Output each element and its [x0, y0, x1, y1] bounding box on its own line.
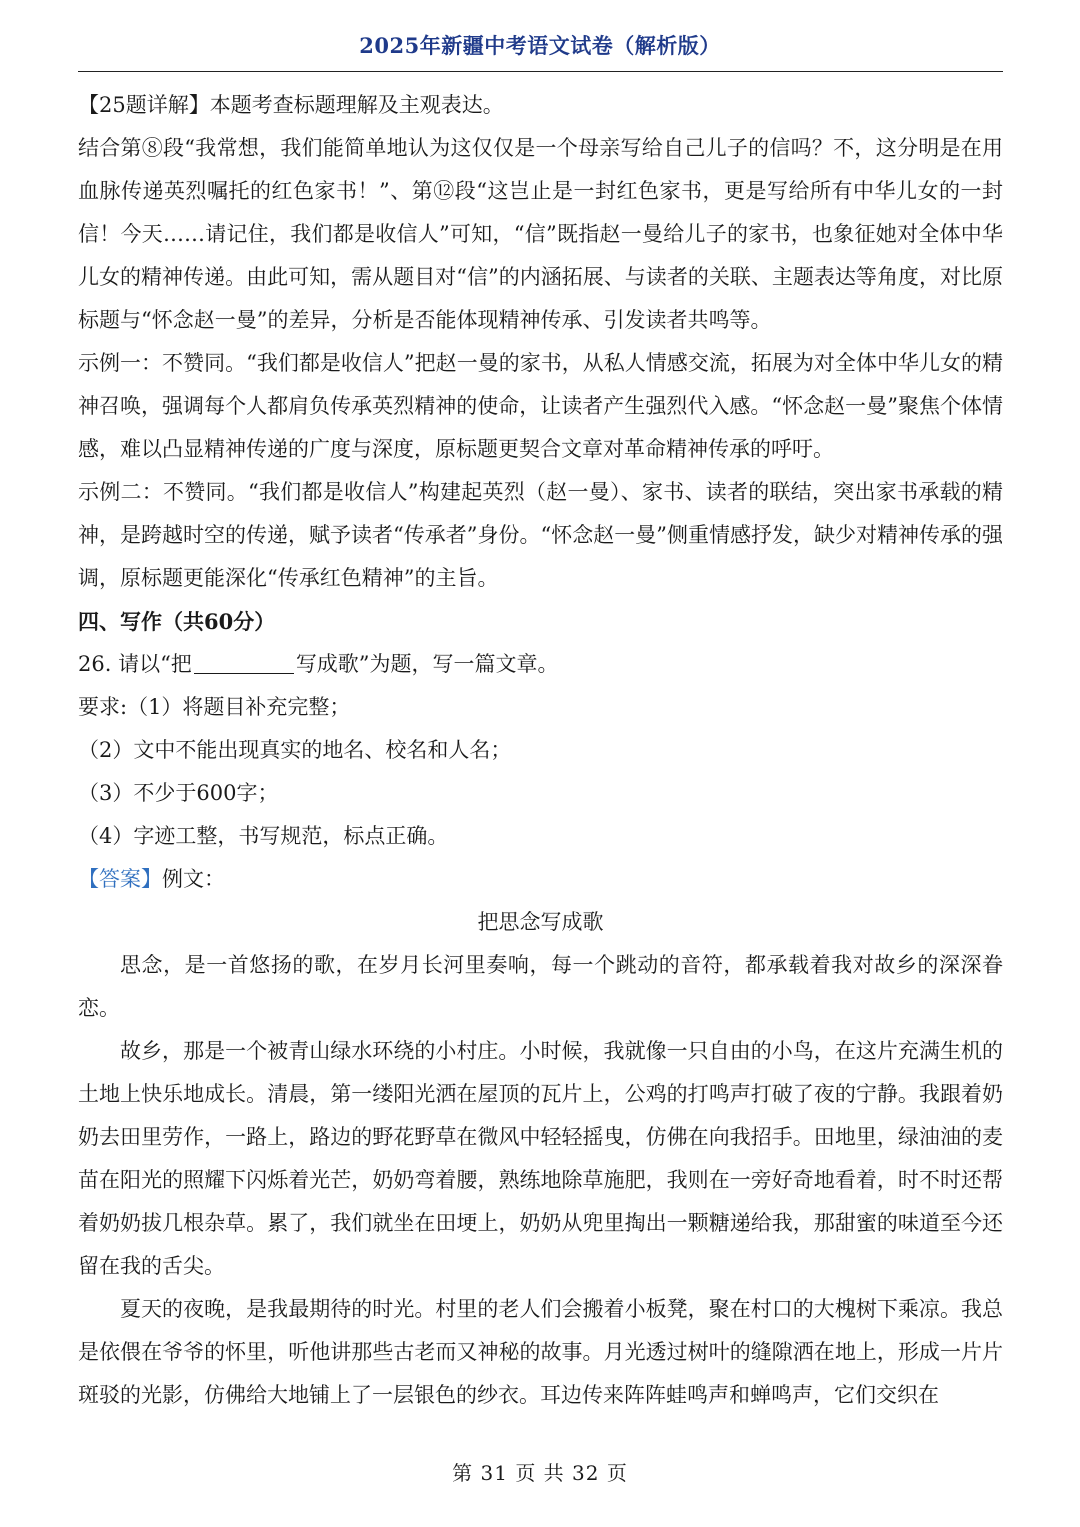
header-divider — [78, 71, 1003, 72]
essay-paragraph-3: 夏天的夜晚，是我最期待的时光。村里的老人们会搬着小板凳，聚在村口的大槐树下乘凉。我总是依偎在爷爷的怀里，听他讲那些古老而又神秘的故事。月光透过树叶的缝隙洒在地上，形成一片片斑驳的光影，仿佛给大地铺上了一层银色的纱衣。耳边传来阵阵蛙鸣声和蝉鸣声，它们交织在 — [78, 1297, 1003, 1407]
answer-label: 例文： — [162, 867, 225, 891]
q26-requirement-4: （4）字迹工整，书写规范，标点正确。 — [78, 824, 449, 848]
q26-requirement-3: （3）不少于600字； — [78, 781, 279, 805]
q26-prompt — [78, 643, 1003, 686]
q26-answer-line — [78, 858, 1003, 901]
q26-title-blank — [194, 649, 294, 674]
q26-prompt-start: 26. 请以“把 — [78, 652, 192, 676]
answer-tag: 【答案】 — [78, 867, 162, 891]
essay-paragraph-1: 思念，是一首悠扬的歌，在岁月长河里奏响，每一个跳动的音符，都承载着我对故乡的深深眷恋。 — [78, 953, 1003, 1020]
essay-title: 把思念写成歌 — [477, 910, 604, 934]
document-header-title: 2025年新疆中考语文试卷（解析版） — [359, 33, 721, 58]
q25-example-one: 示例一：不赞同。“我们都是收信人”把赵一曼的家书，从私人情感交流，拓展为对全体中华儿女的精神召唤，强调每个人都肩负传承英烈精神的使命，让读者产生强烈代入感。“怀念赵一曼”聚焦个体情感，难以凸显精神传递的广度与深度，原标题更契合文章对革命精神传承的呼吁。 — [78, 351, 1003, 461]
q26-requirement-2: （2）文中不能出现真实的地名、校名和人名； — [78, 738, 512, 762]
q26-prompt-end: 写成歌”为题，写一篇文章。 — [295, 652, 559, 676]
q25-analysis: 结合第⑧段“我常想，我们能简单地认为这仅仅是一个母亲写给自己儿子的信吗？不，这分明是在用血脉传递英烈嘱托的红色家书！”、第⑫段“这岂止是一封红色家书，更是写给所有中华儿女的一封信！今天……请记住，我们都是收信人”可知，“信”既指赵一曼给儿子的家书，也象征她对全体中华儿女的精神传递。由此可知，需从题目对“信”的内涵拓展、与读者的关联、主题表达等角度，对比原标题与“怀念赵一曼”的差异，分析是否能体现精神传承、引发读者共鸣等。 — [78, 136, 1003, 332]
document-body — [78, 84, 1003, 1417]
q25-example-two: 示例二：不赞同。“我们都是收信人”构建起英烈（赵一曼）、家书、读者的联结，突出家书承载的精神，是跨越时空的传递，赋予读者“传承者”身份。“怀念赵一曼”侧重情感抒发，缺少对精神传承的强调，原标题更能深化“传承红色精神”的主旨。 — [78, 480, 1003, 590]
q25-heading: 【25题详解】本题考查标题理解及主观表达。 — [78, 93, 504, 117]
essay-paragraph-2: 故乡，那是一个被青山绿水环绕的小村庄。小时候，我就像一只自由的小鸟，在这片充满生机的土地上快乐地成长。清晨，第一缕阳光洒在屋顶的瓦片上，公鸡的打鸣声打破了夜的宁静。我跟着奶奶去田里劳作，一路上，路边的野花野草在微风中轻轻摇曳，仿佛在向我招手。田地里，绿油油的麦苗在阳光的照耀下闪烁着光芒，奶奶弯着腰，熟练地除草施肥，我则在一旁好奇地看着，时不时还帮着奶奶拔几根杂草。累了，我们就坐在田埂上，奶奶从兜里掏出一颗糖递给我，那甜蜜的味道至今还留在我的舌尖。 — [78, 1039, 1003, 1278]
q26-requirement-1: 要求:（1）将题目补充完整； — [78, 695, 351, 719]
section-four-heading: 四、写作（共60分） — [78, 609, 276, 634]
page-footer: 第 31 页 共 32 页 — [452, 1461, 628, 1485]
